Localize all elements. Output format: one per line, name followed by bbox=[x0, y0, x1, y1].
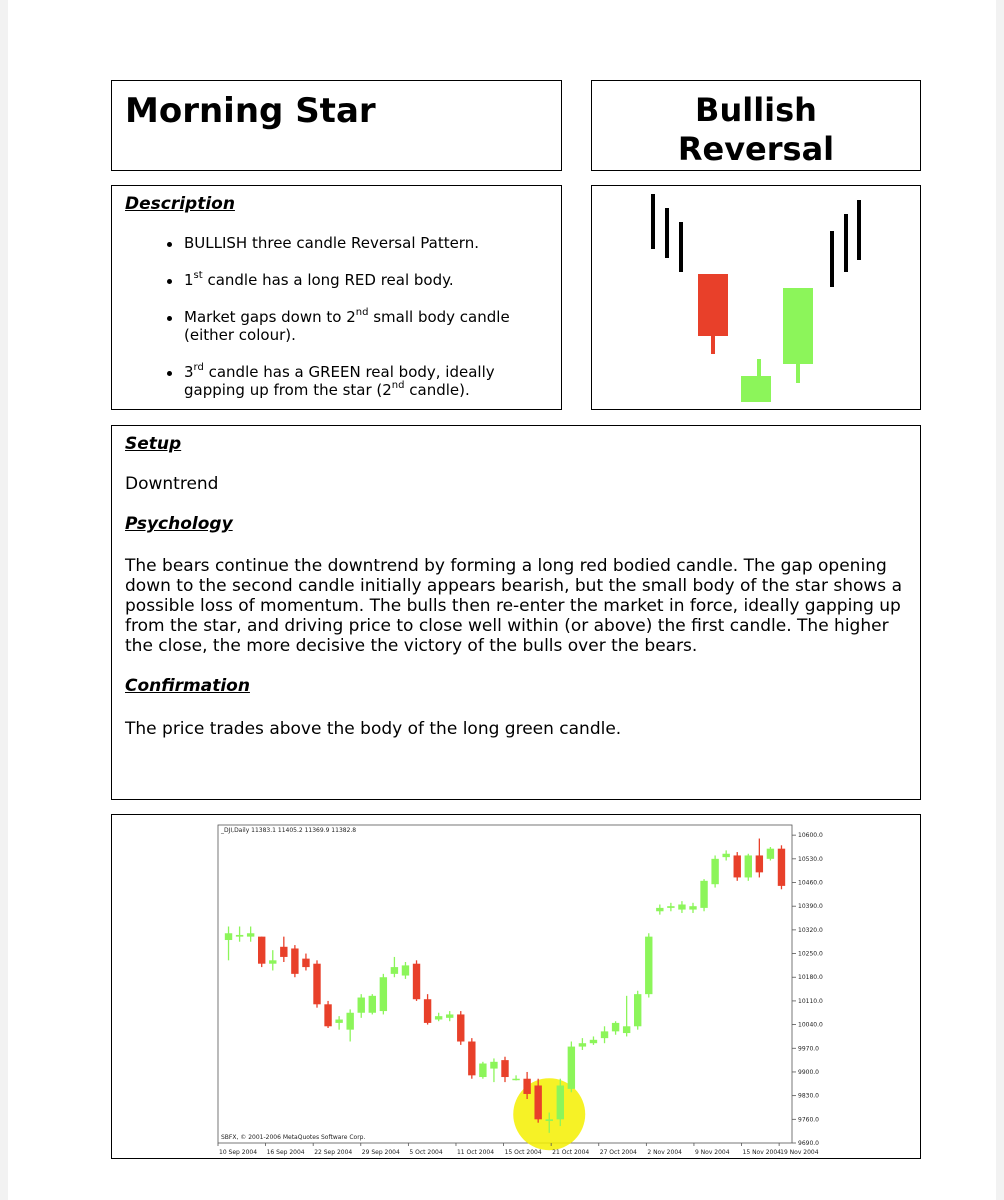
candle-body bbox=[689, 906, 696, 909]
candle-body bbox=[413, 964, 420, 1000]
pattern-illustration bbox=[592, 186, 919, 408]
candle-body bbox=[523, 1079, 530, 1094]
uptrend-bar bbox=[857, 200, 861, 260]
candle-body bbox=[380, 977, 387, 1011]
candle-body bbox=[335, 1020, 342, 1023]
candle-body bbox=[745, 855, 752, 877]
bullet-dot-icon bbox=[167, 279, 172, 284]
y-tick-label: 10110.0 bbox=[798, 997, 823, 1005]
x-tick-label: 29 Sep 2004 bbox=[361, 1149, 400, 1156]
x-tick-label: 19 Nov 2004 bbox=[780, 1149, 819, 1156]
candle-body bbox=[468, 1042, 475, 1076]
candle-body bbox=[225, 933, 232, 940]
downtrend-bar bbox=[679, 222, 683, 272]
y-tick-label: 10180.0 bbox=[798, 974, 823, 982]
candle-body bbox=[634, 994, 641, 1026]
x-tick-label: 10 Sep 2004 bbox=[219, 1149, 258, 1156]
y-tick-label: 9760.0 bbox=[798, 1116, 819, 1124]
candle-body bbox=[767, 849, 774, 859]
bullet-text: 3rd candle has a GREEN real body, ideally gapping up from the star (2nd candle). bbox=[184, 362, 495, 399]
x-tick-label: 15 Oct 2004 bbox=[504, 1149, 542, 1156]
uptrend-bar bbox=[830, 231, 834, 287]
psychology-heading: Psychology bbox=[125, 514, 233, 534]
candle-body bbox=[557, 1085, 564, 1119]
candle-body bbox=[645, 937, 652, 995]
chart-footer-text: SBFX, © 2001-2006 MetaQuotes Software Corp. bbox=[221, 1134, 366, 1141]
candle-body bbox=[667, 906, 674, 908]
candle-body bbox=[258, 937, 265, 964]
candle-body bbox=[291, 948, 298, 973]
description-bullet bbox=[126, 271, 546, 289]
x-tick-label: 9 Nov 2004 bbox=[694, 1149, 730, 1156]
candle-body bbox=[358, 998, 365, 1013]
signal-box bbox=[591, 80, 921, 171]
bullet-dot-icon bbox=[167, 242, 172, 247]
third-candle-body bbox=[783, 288, 813, 364]
candle-body bbox=[568, 1047, 575, 1089]
description-heading: Description bbox=[125, 194, 235, 214]
y-tick-label: 10390.0 bbox=[798, 903, 823, 911]
candle-body bbox=[601, 1031, 608, 1038]
candle-body bbox=[402, 965, 409, 975]
description-bullet bbox=[126, 308, 546, 344]
y-tick-label: 9900.0 bbox=[798, 1068, 819, 1076]
candle-body bbox=[424, 999, 431, 1023]
y-tick-label: 10460.0 bbox=[798, 879, 823, 887]
pattern-title: Morning Star bbox=[125, 91, 376, 131]
candle-body bbox=[269, 960, 276, 963]
bullet-text: Market gaps down to 2nd small body candle (either colour). bbox=[184, 307, 510, 344]
candle-body bbox=[391, 967, 398, 974]
setup-heading: Setup bbox=[125, 434, 182, 454]
confirmation-text: The price trades above the body of the long green candle. bbox=[125, 719, 622, 739]
candle-body bbox=[700, 881, 707, 908]
signal-line-2: Reversal bbox=[677, 130, 835, 168]
signal-type bbox=[592, 91, 920, 169]
candle-body bbox=[457, 1014, 464, 1041]
x-tick-label: 27 Oct 2004 bbox=[599, 1149, 637, 1156]
candle-body bbox=[778, 849, 785, 886]
candle-body bbox=[534, 1085, 541, 1119]
details-box bbox=[111, 425, 921, 800]
y-tick-label: 10320.0 bbox=[798, 926, 823, 934]
candle-body bbox=[711, 859, 718, 884]
description-box bbox=[111, 185, 562, 410]
bullet-text: BULLISH three candle Reversal Pattern. bbox=[184, 234, 479, 252]
x-tick-label: 16 Sep 2004 bbox=[266, 1149, 305, 1156]
title-box bbox=[111, 80, 562, 171]
y-tick-label: 10530.0 bbox=[798, 855, 823, 863]
candle-body bbox=[623, 1026, 630, 1033]
candle-body bbox=[247, 933, 254, 936]
candle-body bbox=[734, 855, 741, 877]
setup-text: Downtrend bbox=[125, 474, 219, 494]
candle-body bbox=[435, 1016, 442, 1019]
x-tick-label: 2 Nov 2004 bbox=[647, 1149, 682, 1156]
candle-body bbox=[546, 1119, 553, 1121]
y-tick-label: 10250.0 bbox=[798, 950, 823, 958]
candle-body bbox=[302, 959, 309, 967]
candlestick-chart bbox=[112, 815, 919, 1157]
y-tick-label: 9830.0 bbox=[798, 1092, 819, 1100]
candle-body bbox=[579, 1043, 586, 1046]
candle-body bbox=[479, 1064, 486, 1078]
bullet-dot-icon bbox=[167, 316, 172, 321]
pattern-illustration-box bbox=[591, 185, 921, 410]
candle-body bbox=[446, 1014, 453, 1017]
downtrend-bar bbox=[651, 194, 655, 249]
description-bullet bbox=[126, 363, 546, 399]
signal-line-1: Bullish bbox=[695, 91, 817, 129]
downtrend-bar bbox=[665, 208, 669, 258]
y-tick-label: 10040.0 bbox=[798, 1021, 823, 1029]
candle-body bbox=[369, 996, 376, 1013]
x-tick-label: 22 Sep 2004 bbox=[314, 1149, 353, 1156]
uptrend-bar bbox=[844, 214, 848, 272]
candle-body bbox=[236, 935, 243, 937]
x-tick-label: 11 Oct 2004 bbox=[456, 1149, 495, 1156]
x-tick-label: 15 Nov 2004 bbox=[742, 1149, 781, 1156]
x-tick-label: 5 Oct 2004 bbox=[409, 1149, 443, 1156]
confirmation-heading: Confirmation bbox=[125, 676, 250, 696]
candle-body bbox=[501, 1060, 508, 1077]
bullet-dot-icon bbox=[167, 371, 172, 376]
y-tick-label: 9970.0 bbox=[798, 1045, 819, 1053]
chart-box bbox=[111, 814, 921, 1159]
x-tick-label: 21 Oct 2004 bbox=[552, 1149, 590, 1156]
candle-body bbox=[324, 1004, 331, 1026]
candle-body bbox=[490, 1062, 497, 1069]
bullet-text: 1st candle has a long RED real body. bbox=[184, 270, 454, 289]
candle-body bbox=[678, 905, 685, 910]
candle-body bbox=[756, 855, 763, 872]
y-tick-label: 10600.0 bbox=[798, 832, 823, 840]
chart-header-text: _DJI,Daily 11383.1 11405.2 11369.9 11382.8 bbox=[221, 827, 357, 834]
candle-body bbox=[612, 1023, 619, 1031]
candle-body bbox=[280, 947, 287, 957]
star-candle-body bbox=[741, 376, 771, 402]
candle-body bbox=[313, 964, 320, 1005]
y-tick-label: 9690.0 bbox=[798, 1140, 819, 1147]
first-candle-body bbox=[698, 274, 728, 336]
description-bullet bbox=[126, 234, 546, 252]
candle-body bbox=[656, 908, 663, 911]
description-bullets bbox=[126, 234, 546, 418]
candle-body bbox=[722, 854, 729, 857]
plot-area bbox=[218, 825, 792, 1143]
candle-body bbox=[512, 1079, 519, 1081]
candle-body bbox=[346, 1013, 353, 1030]
psychology-text: The bears continue the downtrend by forming a long red bodied candle. The gap opening down to the second candle initially appears bearish, but the small body of the star shows a possible loss of momentum. The bulls then re-enter the market in force, ideally gapping up from the star, and driving price to close well within (or above) the first candle. The higher the close, the more decisive the victory of the bulls over the bears. bbox=[125, 556, 902, 656]
candle-body bbox=[590, 1040, 597, 1043]
page bbox=[8, 0, 996, 1200]
